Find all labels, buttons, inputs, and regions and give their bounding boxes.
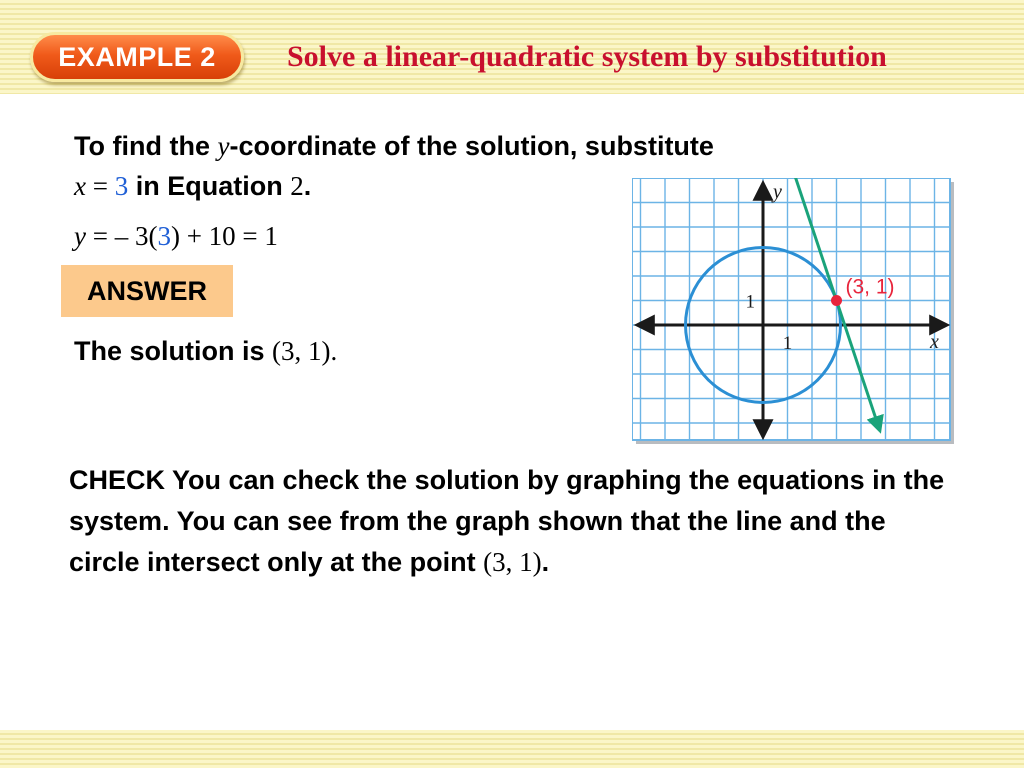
calc-val: 3 (157, 221, 171, 251)
step-line-2-var: x (74, 171, 86, 201)
answer-label: ANSWER (87, 275, 207, 306)
calculation (74, 221, 278, 252)
step-line-1 (74, 131, 714, 162)
step-line-2 (74, 171, 311, 202)
slide-title: Solve a linear-quadratic system by substitution (287, 40, 887, 73)
solution-statement (74, 336, 337, 367)
step-line-1-a: To find the (74, 131, 218, 161)
y-axis-label: y (773, 181, 782, 203)
solution-text: The solution is (74, 336, 273, 366)
example-badge (30, 32, 244, 82)
check-point: (3, 1) (483, 547, 542, 577)
x-axis-label: x (930, 331, 939, 353)
step-line-1-b: -coordinate of the solution, substitute (229, 131, 714, 161)
footer-band (0, 730, 1024, 768)
calc-var: y (74, 221, 86, 251)
coordinate-graph (632, 178, 956, 446)
x-tick-label: 1 (782, 333, 793, 354)
y-tick-label: 1 (745, 291, 755, 313)
step-line-2-num: 2 (290, 171, 304, 201)
step-line-2-end: . (303, 171, 312, 201)
calc-post: ) + 10 = 1 (170, 221, 278, 251)
answer-label-box (61, 265, 233, 317)
step-line-1-var: y (217, 131, 230, 161)
graph-panel (632, 178, 950, 440)
check-paragraph (69, 460, 949, 583)
step-line-2-val: 3 (114, 171, 129, 201)
calc-pre: = – 3( (85, 221, 158, 251)
example-badge-label: EXAMPLE 2 (58, 41, 216, 72)
check-end: . (541, 547, 550, 577)
point-label: (3, 1) (845, 275, 895, 299)
intersection-point (831, 295, 842, 306)
solution-point: (3, 1). (272, 336, 338, 366)
check-text: CHECK You can check the solution by graphing the equations in the system. You can see from the graph shown that the line and the circle intersect only at the point (69, 465, 945, 577)
step-line-2-mid: in Equation (128, 171, 291, 201)
step-line-2-eq: = (85, 171, 115, 201)
